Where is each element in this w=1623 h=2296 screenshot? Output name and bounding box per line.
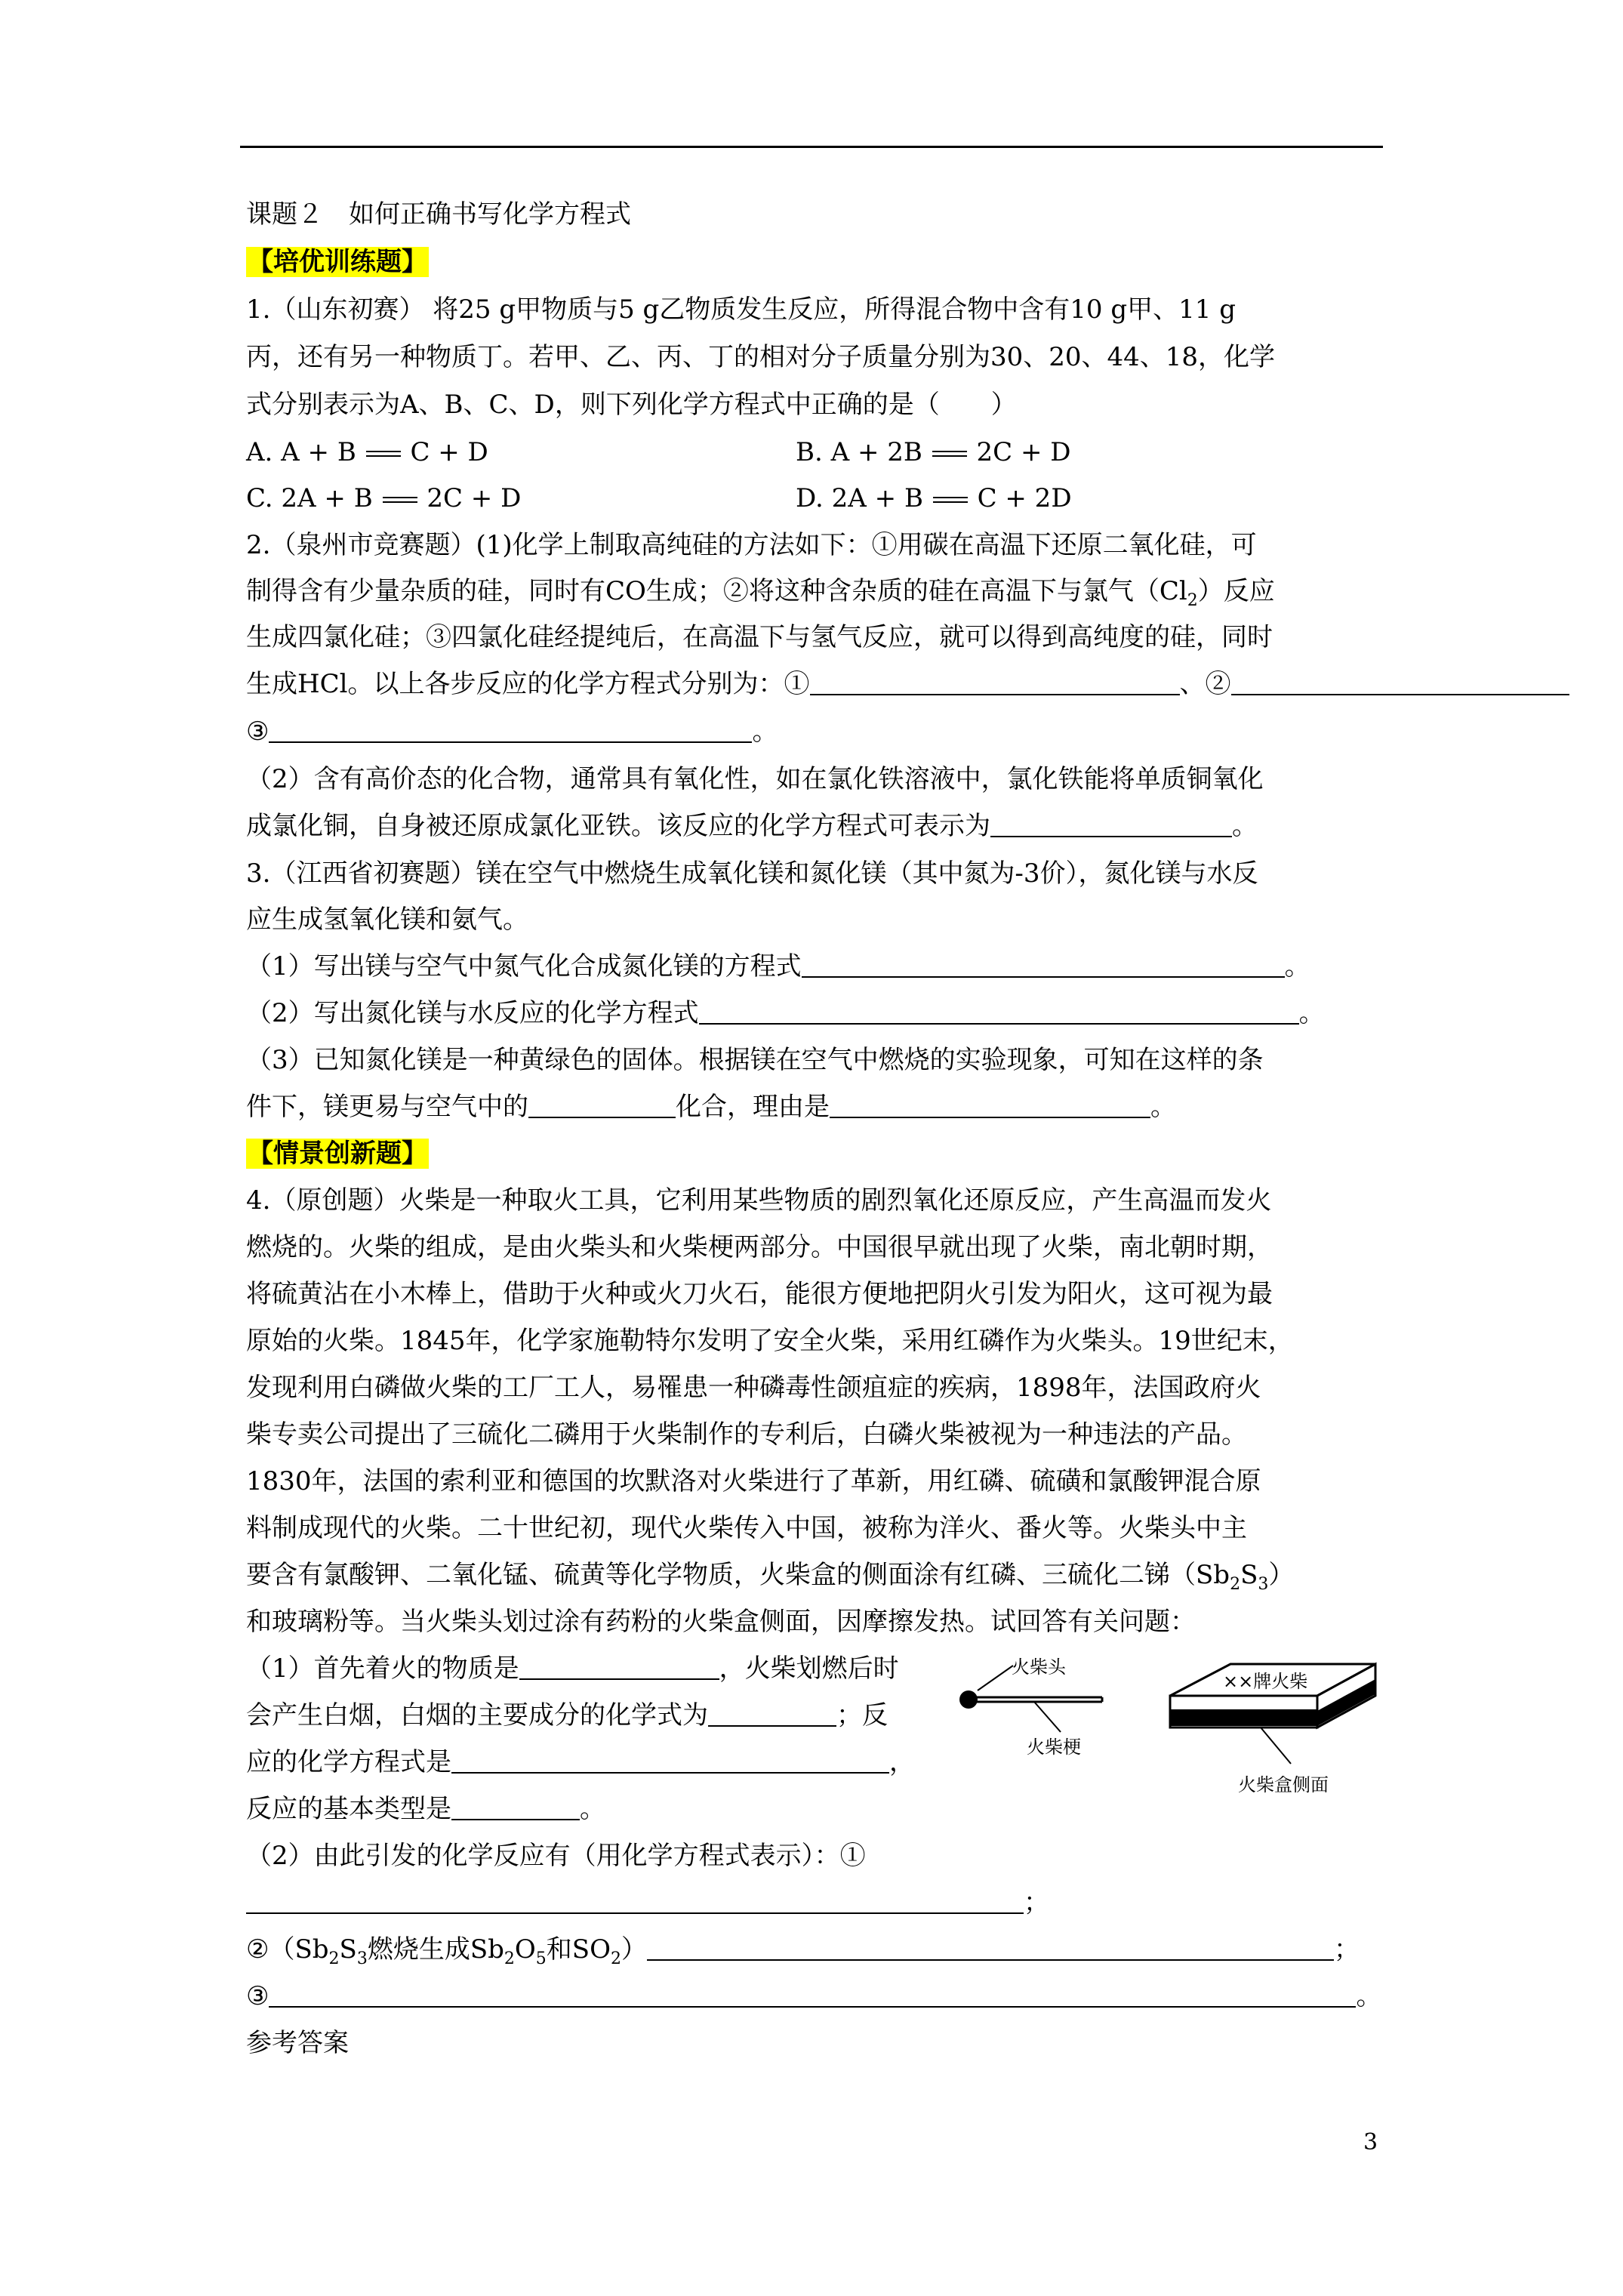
answer-blank-q4-3[interactable]	[451, 1749, 889, 1774]
answer-blank-q4-2[interactable]	[708, 1703, 836, 1727]
q2-line-1: 2.（泉州市竞赛题）(1)化学上制取高纯硅的方法如下：①用碳在高温下还原二氧化硅，可	[246, 530, 1257, 560]
answer-blank-q3-2[interactable]	[699, 1000, 1299, 1025]
q4-line-3: 将硫黄沾在小木棒上，借助于火种或火刀火石，能很方便地把阴火引发为阳火，这可视为最	[246, 1279, 1273, 1309]
answer-blank-q2-1[interactable]	[810, 671, 1180, 695]
q4-part1-line-3: 应的化学方程式是 ，	[246, 1747, 915, 1777]
answer-blank-q4-1[interactable]	[519, 1656, 719, 1680]
q4-part2-line-1: （2）由此引发的化学反应有（用化学方程式表示）：①	[246, 1841, 866, 1871]
answer-blank-q3-1[interactable]	[802, 954, 1285, 978]
q4-part2-line-2: ；	[246, 1886, 1049, 1919]
q1-option-b: B. A + 2B 2C + D	[796, 437, 1071, 467]
q2-line-4: 生成HCl。以上各步反应的化学方程式分别为：① 、②	[246, 667, 1569, 701]
answer-blank-q3-4[interactable]	[830, 1094, 1150, 1118]
q2-line-2: 制得含有少量杂质的硅，同时有CO生成；②将这种含杂质的硅在高温下与氯气$(Cl_2)$反应	[246, 576, 1275, 610]
q4-line-9: 要含有氯酸钾、二氧化锰、硫黄等化学物质，火柴盒的侧面涂有红磷、三硫化二锑$(Sb_2S_3)$	[246, 1560, 1295, 1594]
answer-blank-q2-4[interactable]	[990, 813, 1232, 837]
answer-blank-q4-6[interactable]	[647, 1937, 1334, 1961]
q3-part3-line-1: （3）已知氮化镁是一种黄绿色的固体。根据镁在空气中燃烧的实验现象，可知在这样的条	[246, 1045, 1264, 1075]
matchbox-brand-label: ××牌火柴	[1223, 1671, 1308, 1692]
q3-part1: （1）写出镁与空气中氮气化合成氮化镁的方程式 。	[246, 951, 1310, 982]
q4-part2-line-3: $②(Sb_2S_3$燃烧生成$Sb_2O_5$和$SO_2$） ；	[246, 1934, 1360, 1968]
answer-blank-q4-4[interactable]	[451, 1796, 580, 1820]
answer-blank-q4-5[interactable]	[246, 1890, 1024, 1914]
q1-line-2: 丙，还有另一种物质丁。若甲、乙、丙、丁的相对分子质量分别为30、20、44、18，化学	[246, 342, 1276, 372]
q2-line-5: ③ 。	[246, 717, 778, 747]
matchbox-figure	[898, 1649, 1389, 1830]
match-stick-pointer	[1034, 1702, 1061, 1732]
q4-line-2: 燃烧的。火柴的组成，是由火柴头和火柴梗两部分。中国很早就出现了火柴，南北朝时期，	[246, 1232, 1273, 1262]
q4-part1-line-4: 反应的基本类型是 。	[246, 1794, 605, 1824]
answer-blank-q2-2[interactable]	[1231, 671, 1569, 695]
q1-option-c: C. 2A + B 2C + D	[246, 483, 522, 513]
answer-blank-q3-3[interactable]	[528, 1094, 676, 1118]
section-label-innovation: 【情景创新题】	[248, 1139, 427, 1169]
matchbox-side-label: 火柴盒侧面	[1238, 1774, 1329, 1795]
section-label-training: 【培优训练题】	[248, 247, 427, 277]
q3-line-2: 应生成氢氧化镁和氨气。	[246, 905, 528, 935]
q1-line-1: 1.（山东初赛） 将25 g甲物质与5 g乙物质发生反应，所得混合物中含有10 g甲、11 g	[246, 294, 1236, 325]
answer-blank-q4-7[interactable]	[269, 1983, 1356, 2008]
q4-line-1: 4.（原创题）火柴是一种取火工具，它利用某些物质的剧烈氧化还原反应，产生高温而发火	[246, 1185, 1272, 1216]
header-rule	[240, 146, 1383, 148]
q3-line-1: 3.（江西省初赛题）镁在空气中燃烧生成氧化镁和氮化镁（其中氮为-3价），氮化镁与水反	[246, 858, 1258, 889]
q2-part2-line-1: （2）含有高价态的化合物，通常具有氧化性，如在氯化铁溶液中，氯化铁能将单质铜氧化	[246, 764, 1264, 794]
q4-part2-line-4: ③ 。	[246, 1981, 1382, 2011]
q2-part2-line-2: 成氯化铜，自身被还原成氯化亚铁。该反应的化学方程式可表示为 。	[246, 811, 1258, 841]
q4-part1-line-1: （1）首先着火的物质是 ，火柴划燃后时	[246, 1653, 899, 1684]
matchbox-side-pointer	[1261, 1727, 1291, 1764]
matchbox-striker-side	[1170, 1709, 1317, 1726]
page-number: 3	[1363, 2129, 1378, 2156]
answer-blank-q2-3[interactable]	[269, 719, 752, 743]
q4-line-10: 和玻璃粉等。当火柴头划过涂有药粉的火柴盒侧面，因摩擦发热。试回答有关问题：	[246, 1607, 1196, 1637]
q4-line-4: 原始的火柴。1845年，化学家施勒特尔发明了安全火柴，采用红磷作为火柴头。19世纪末，	[246, 1326, 1294, 1356]
lesson-title: 课题２ 如何正确书写化学方程式	[246, 199, 631, 230]
q1-option-a: A. A + B C + D	[246, 437, 488, 467]
q4-line-6: 柴专卖公司提出了三硫化二磷用于火柴制作的专利后，白磷火柴被视为一种违法的产品。	[246, 1419, 1247, 1450]
match-head-pointer	[978, 1666, 1013, 1690]
q4-line-8: 料制成现代的火柴。二十世纪初，现代火柴传入中国，被称为洋火、番火等。火柴头中主	[246, 1513, 1247, 1543]
q1-line-3: 式分别表示为A、B、C、D，则下列化学方程式中正确的是（ ）	[246, 390, 1017, 420]
answers-heading: 参考答案	[246, 2028, 349, 2058]
q4-line-5: 发现利用白磷做火柴的工厂工人，易罹患一种磷毒性颌疽症的疾病，1898年，法国政府火	[246, 1373, 1261, 1403]
q3-part2: （2）写出氮化镁与水反应的化学方程式 。	[246, 998, 1325, 1028]
q3-part3-line-2: 件下，镁更易与空气中的 化合，理由是 。	[246, 1092, 1176, 1122]
q1-option-d: D. 2A + B C + 2D	[796, 483, 1072, 513]
q4-line-7: 1830年，法国的索利亚和德国的坎默洛对火柴进行了革新，用红磷、硫磺和氯酸钾混合原	[246, 1466, 1261, 1496]
match-stick-label: 火柴梗	[1027, 1737, 1081, 1758]
match-head-label: 火柴头	[1012, 1657, 1066, 1678]
match-head-circle	[959, 1690, 978, 1709]
q4-part1-line-2: 会产生白烟，白烟的主要成分的化学式为 ；反	[246, 1700, 888, 1730]
q2-line-3: 生成四氯化硅；③四氯化硅经提纯后，在高温下与氢气反应，就可以得到高纯度的硅，同时	[246, 622, 1273, 652]
